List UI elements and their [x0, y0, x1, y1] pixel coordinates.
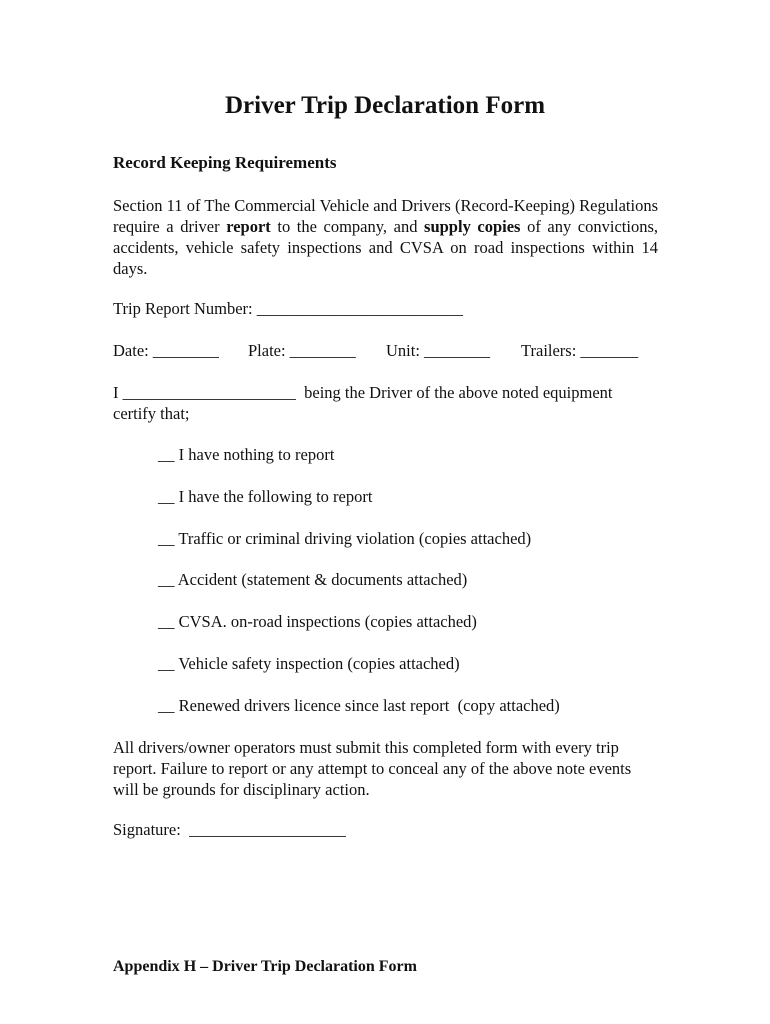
- driver-name-field[interactable]: I _____________________ being the Driver of the above noted equipment: [113, 383, 613, 402]
- unit-field[interactable]: Unit: ________: [386, 341, 491, 360]
- option-traffic-violation[interactable]: __ Traffic or criminal driving violation (copies attached): [158, 529, 532, 548]
- signature-field[interactable]: Signature: ___________________: [113, 820, 346, 839]
- page-title: Driver Trip Declaration Form: [224, 92, 546, 119]
- intro-bold-supply-copies: supply copies: [424, 217, 521, 236]
- intro-text-3: of any convictions, accidents, vehicle safety inspections and CVSA on road inspections within 14 days.: [113, 217, 658, 278]
- intro-paragraph: [113, 195, 658, 279]
- option-nothing-to-report[interactable]: __ I have nothing to report: [158, 445, 335, 464]
- trip-report-number-field[interactable]: Trip Report Number: _________________________: [113, 299, 464, 318]
- intro-bold-report: report: [226, 217, 271, 236]
- trailers-field[interactable]: Trailers: _______: [521, 341, 639, 360]
- certify-text: certify that;: [113, 404, 190, 423]
- plate-field[interactable]: Plate: ________: [248, 341, 356, 360]
- option-accident[interactable]: __ Accident (statement & documents attached): [158, 570, 468, 589]
- section-heading: Record Keeping Requirements: [113, 153, 337, 172]
- option-cvsa-inspections[interactable]: __ CVSA. on-road inspections (copies attached): [158, 612, 477, 631]
- intro-text-1: Section 11 of The Commercial Vehicle and Drivers (Record-Keeping) Regulations require a driver: [113, 196, 658, 236]
- option-renewed-licence[interactable]: __ Renewed drivers licence since last report (copy attached): [158, 696, 560, 715]
- option-vehicle-safety-inspection[interactable]: __ Vehicle safety inspection (copies attached): [158, 654, 460, 673]
- intro-text-2: to the company, and: [270, 217, 425, 236]
- footer-appendix: Appendix H – Driver Trip Declaration Form: [113, 958, 417, 975]
- notice-paragraph: All drivers/owner operators must submit this completed form with every trip report. Failure to report or any attempt to conceal any of the above note events will be grounds for disciplinary action.: [113, 738, 632, 799]
- option-following-to-report[interactable]: __ I have the following to report: [158, 487, 373, 506]
- date-field[interactable]: Date: ________: [113, 341, 219, 360]
